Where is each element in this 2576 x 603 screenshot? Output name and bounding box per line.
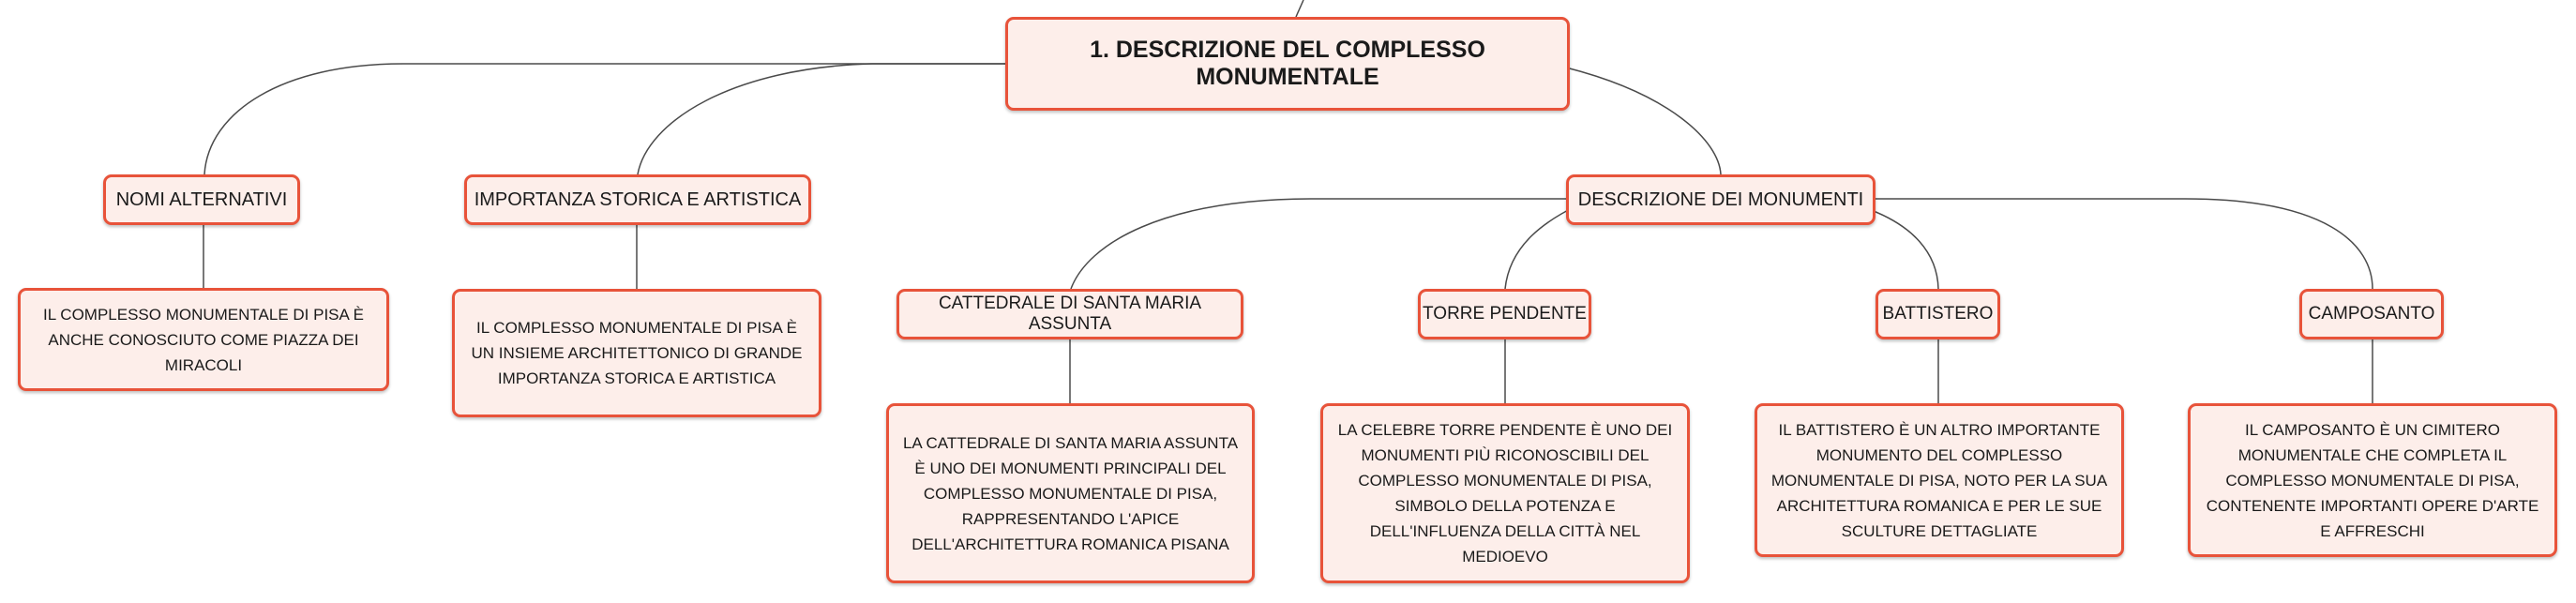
- topic-label: TORRE PENDENTE: [1423, 304, 1587, 324]
- connector-monumenti-cattedrale: [1071, 199, 1575, 289]
- connector-root-nomi: [204, 64, 1008, 174]
- detail-text: IL BATTISTERO È UN ALTRO IMPORTANTE MONUMENTO DEL COMPLESSO MONUMENTALE DI PISA, NOTO PER LA SUA ARCHITETTURA ROMANICA E PER LE SUE SCULTURE DETTAGLIATE: [1770, 420, 2108, 540]
- connector-parent-root: [1296, 0, 1303, 17]
- topic-label: BATTISTERO: [1882, 304, 1994, 324]
- topic-nomi-alternativi[interactable]: [103, 174, 300, 225]
- connector-monumenti-battistero: [1866, 208, 1938, 289]
- topic-label: CATTEDRALE DI SANTA MARIA ASSUNTA: [938, 294, 1202, 334]
- topic-camposanto[interactable]: [2299, 289, 2444, 339]
- topic-cattedrale[interactable]: [896, 289, 1243, 339]
- topic-importanza-storica[interactable]: [464, 174, 811, 225]
- topic-label: CAMPOSANTO: [2308, 304, 2435, 324]
- detail-text: IL CAMPOSANTO È UN CIMITERO MONUMENTALE CHE COMPLETA IL COMPLESSO MONUMENTALE DI PISA, CONTENENTE IMPORTANTI OPERE D'ARTE E AFFRESCHI: [2206, 420, 2539, 540]
- connector-root-importanza: [638, 64, 1008, 174]
- root-topic-label: 1. DESCRIZIONE DEL COMPLESSO MONUMENTALE: [1090, 37, 1485, 90]
- detail-battistero[interactable]: [1755, 403, 2124, 557]
- detail-text: LA CELEBRE TORRE PENDENTE È UNO DEI MONUMENTI PIÙ RICONOSCIBILI DEL COMPLESSO MONUMENTALE DI PISA, SIMBOLO DELLA POTENZA E DELL'INFLUENZA DELLA CITTÀ NEL MEDIOEVO: [1337, 421, 1673, 565]
- detail-text: IL COMPLESSO MONUMENTALE DI PISA È ANCHE CONOSCIUTO COME PIAZZA DEI MIRACOLI: [43, 305, 364, 374]
- connector-root-monumenti: [1566, 68, 1721, 174]
- detail-text: LA CATTEDRALE DI SANTA MARIA ASSUNTA È UNO DEI MONUMENTI PRINCIPALI DEL COMPLESSO MONUMENTALE DI PISA, RAPPRESENTANDO L'APICE DELL'ARCHITETTURA ROMANICA PISANA: [902, 433, 1239, 553]
- topic-label: DESCRIZIONE DEI MONUMENTI: [1577, 188, 1864, 210]
- topic-battistero[interactable]: [1876, 289, 2000, 339]
- topic-torre-pendente[interactable]: [1418, 289, 1591, 339]
- connector-monumenti-torre: [1505, 206, 1575, 289]
- topic-label: NOMI ALTERNATIVI: [115, 188, 288, 210]
- detail-camposanto[interactable]: [2188, 403, 2557, 557]
- detail-torre-pendente[interactable]: [1320, 403, 1690, 583]
- connector-monumenti-camposanto: [1866, 199, 2373, 289]
- detail-text: IL COMPLESSO MONUMENTALE DI PISA È UN INSIEME ARCHITETTONICO DI GRANDE IMPORTANZA STORICA E ARTISTICA: [471, 319, 803, 387]
- detail-nomi-alternativi[interactable]: [18, 288, 389, 391]
- topic-label: IMPORTANZA STORICA E ARTISTICA: [474, 188, 802, 210]
- detail-importanza-storica[interactable]: [452, 289, 821, 417]
- root-topic[interactable]: [1005, 17, 1570, 111]
- detail-cattedrale[interactable]: [886, 403, 1255, 583]
- topic-descrizione-monumenti[interactable]: [1566, 174, 1876, 225]
